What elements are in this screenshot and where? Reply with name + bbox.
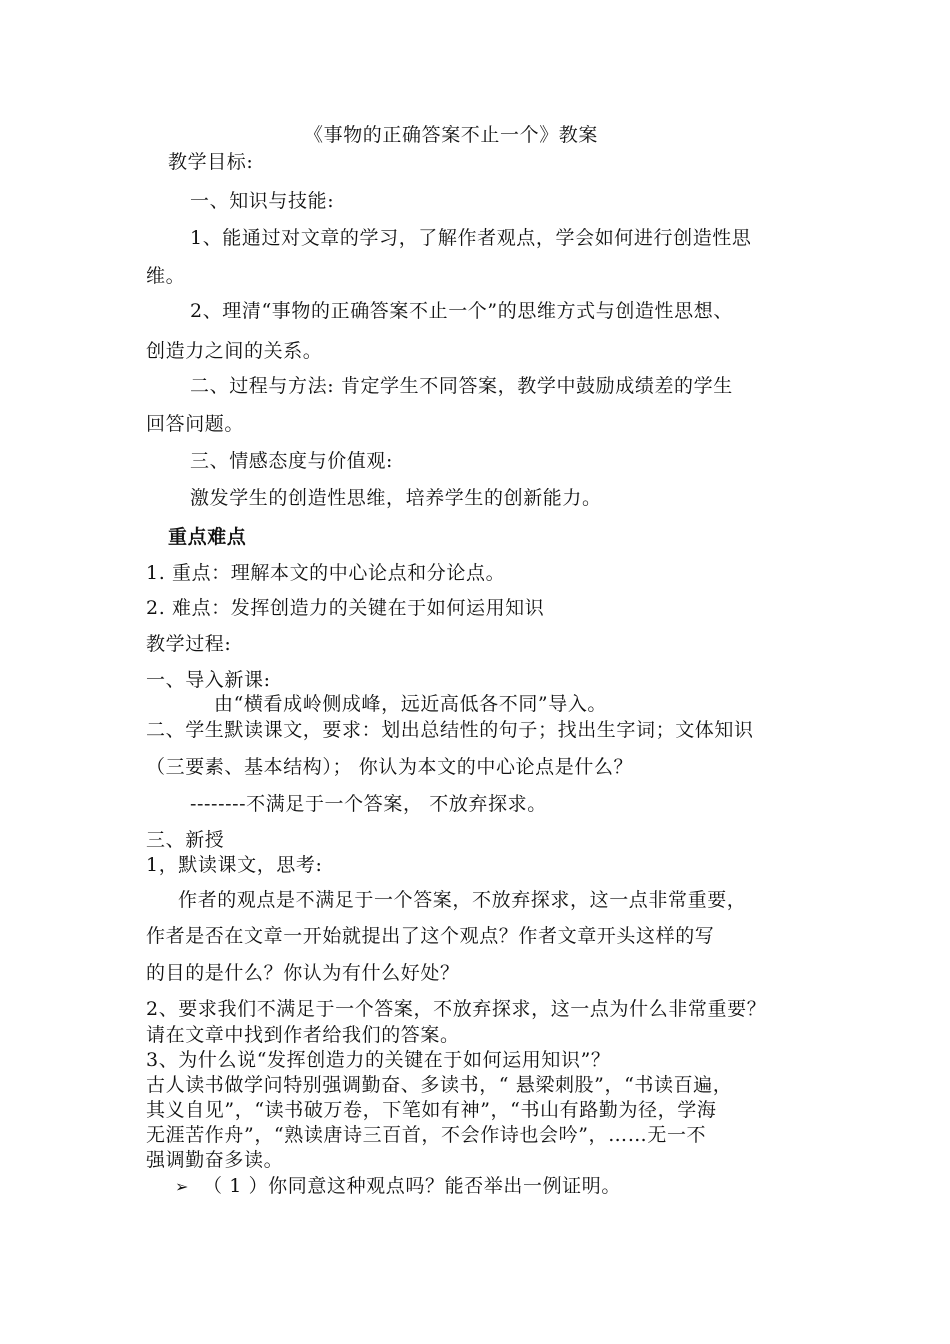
- bullet-item: [175, 1174, 621, 1199]
- section1-item1-line2: 维。: [146, 265, 186, 287]
- section3-text: 激发学生的创造性思维，培养学生的创新能力。: [190, 487, 602, 509]
- section1-heading: 一、知识与技能:: [190, 190, 335, 212]
- step3-q1-line2: 作者是否在文章一开始就提出了这个观点？作者文章开头这样的写: [146, 925, 715, 947]
- step2-line1: 二、学生默读课文，要求：划出总结性的句子；找出生字词；文体知识: [146, 719, 754, 741]
- step1-text: 由“横看成岭侧成峰，远近高低各不同”导入。: [214, 693, 608, 715]
- step3-paragraph-line4: 强调勤奋多读。: [146, 1149, 284, 1171]
- section2-line2: 回答问题。: [146, 413, 245, 435]
- step3-heading: 三、新授: [146, 829, 225, 851]
- step1-heading: 一、导入新课:: [146, 669, 271, 691]
- bullet-text: （ 1 ）你同意这种观点吗？能否举出一例证明。: [203, 1175, 621, 1197]
- step2-line2: （三要素、基本结构）； 你认为本文的中心论点是什么？: [146, 756, 634, 778]
- step3-paragraph-line3: 无涯苦作舟”，“熟读唐诗三百首，不会作诗也会吟”，……无一不: [146, 1124, 707, 1146]
- section1-item1-line1: 1、能通过对文章的学习，了解作者观点，学会如何进行创造性思: [190, 227, 752, 249]
- step3-q1-heading: 1，默读课文，思考:: [146, 854, 323, 876]
- step3-paragraph-line1: 古人读书做学问特别强调勤奋、多读书，“ 悬梁刺股”，“书读百遍，: [146, 1074, 733, 1096]
- section1-item2-line2: 创造力之间的关系。: [146, 340, 323, 362]
- objectives-heading: 教学目标:: [168, 151, 254, 173]
- step3-q3: 3、为什么说“发挥创造力的关键在于如何运用知识”？: [146, 1049, 611, 1071]
- keypoint-1: 1. 重点：理解本文的中心论点和分论点。: [146, 562, 506, 584]
- keypoints-heading: 重点难点: [168, 526, 247, 548]
- step3-q2-line2: 请在文章中找到作者给我们的答案。: [146, 1024, 460, 1046]
- keypoint-2: 2. 难点：发挥创造力的关键在于如何运用知识: [146, 597, 545, 619]
- step3-q2-line1: 2、要求我们不满足于一个答案，不放弃探求，这一点为什么非常重要？: [146, 998, 767, 1020]
- document-title: 《事物的正确答案不止一个》教案: [304, 124, 599, 146]
- step3-q1-line3: 的目的是什么？你认为有什么好处？: [146, 962, 460, 984]
- step2-answer: --------不满足于一个答案， 不放弃探求。: [190, 793, 547, 815]
- section1-item2-line1: 2、理清“事物的正确答案不止一个”的思维方式与创造性思想、: [190, 300, 733, 322]
- step3-q1-line1: 作者的观点是不满足于一个答案，不放弃探求，这一点非常重要，: [178, 889, 747, 911]
- arrow-bullet-icon: ➢: [175, 1177, 190, 1196]
- step3-paragraph-line2: 其义自见”，“读书破万卷，下笔如有神”，“书山有路勤为径，学海: [146, 1099, 717, 1121]
- section2-line1: 二、过程与方法: 肯定学生不同答案，教学中鼓励成绩差的学生: [190, 375, 733, 397]
- process-heading: 教学过程:: [146, 633, 232, 655]
- section3-heading: 三、情感态度与价值观:: [190, 450, 394, 472]
